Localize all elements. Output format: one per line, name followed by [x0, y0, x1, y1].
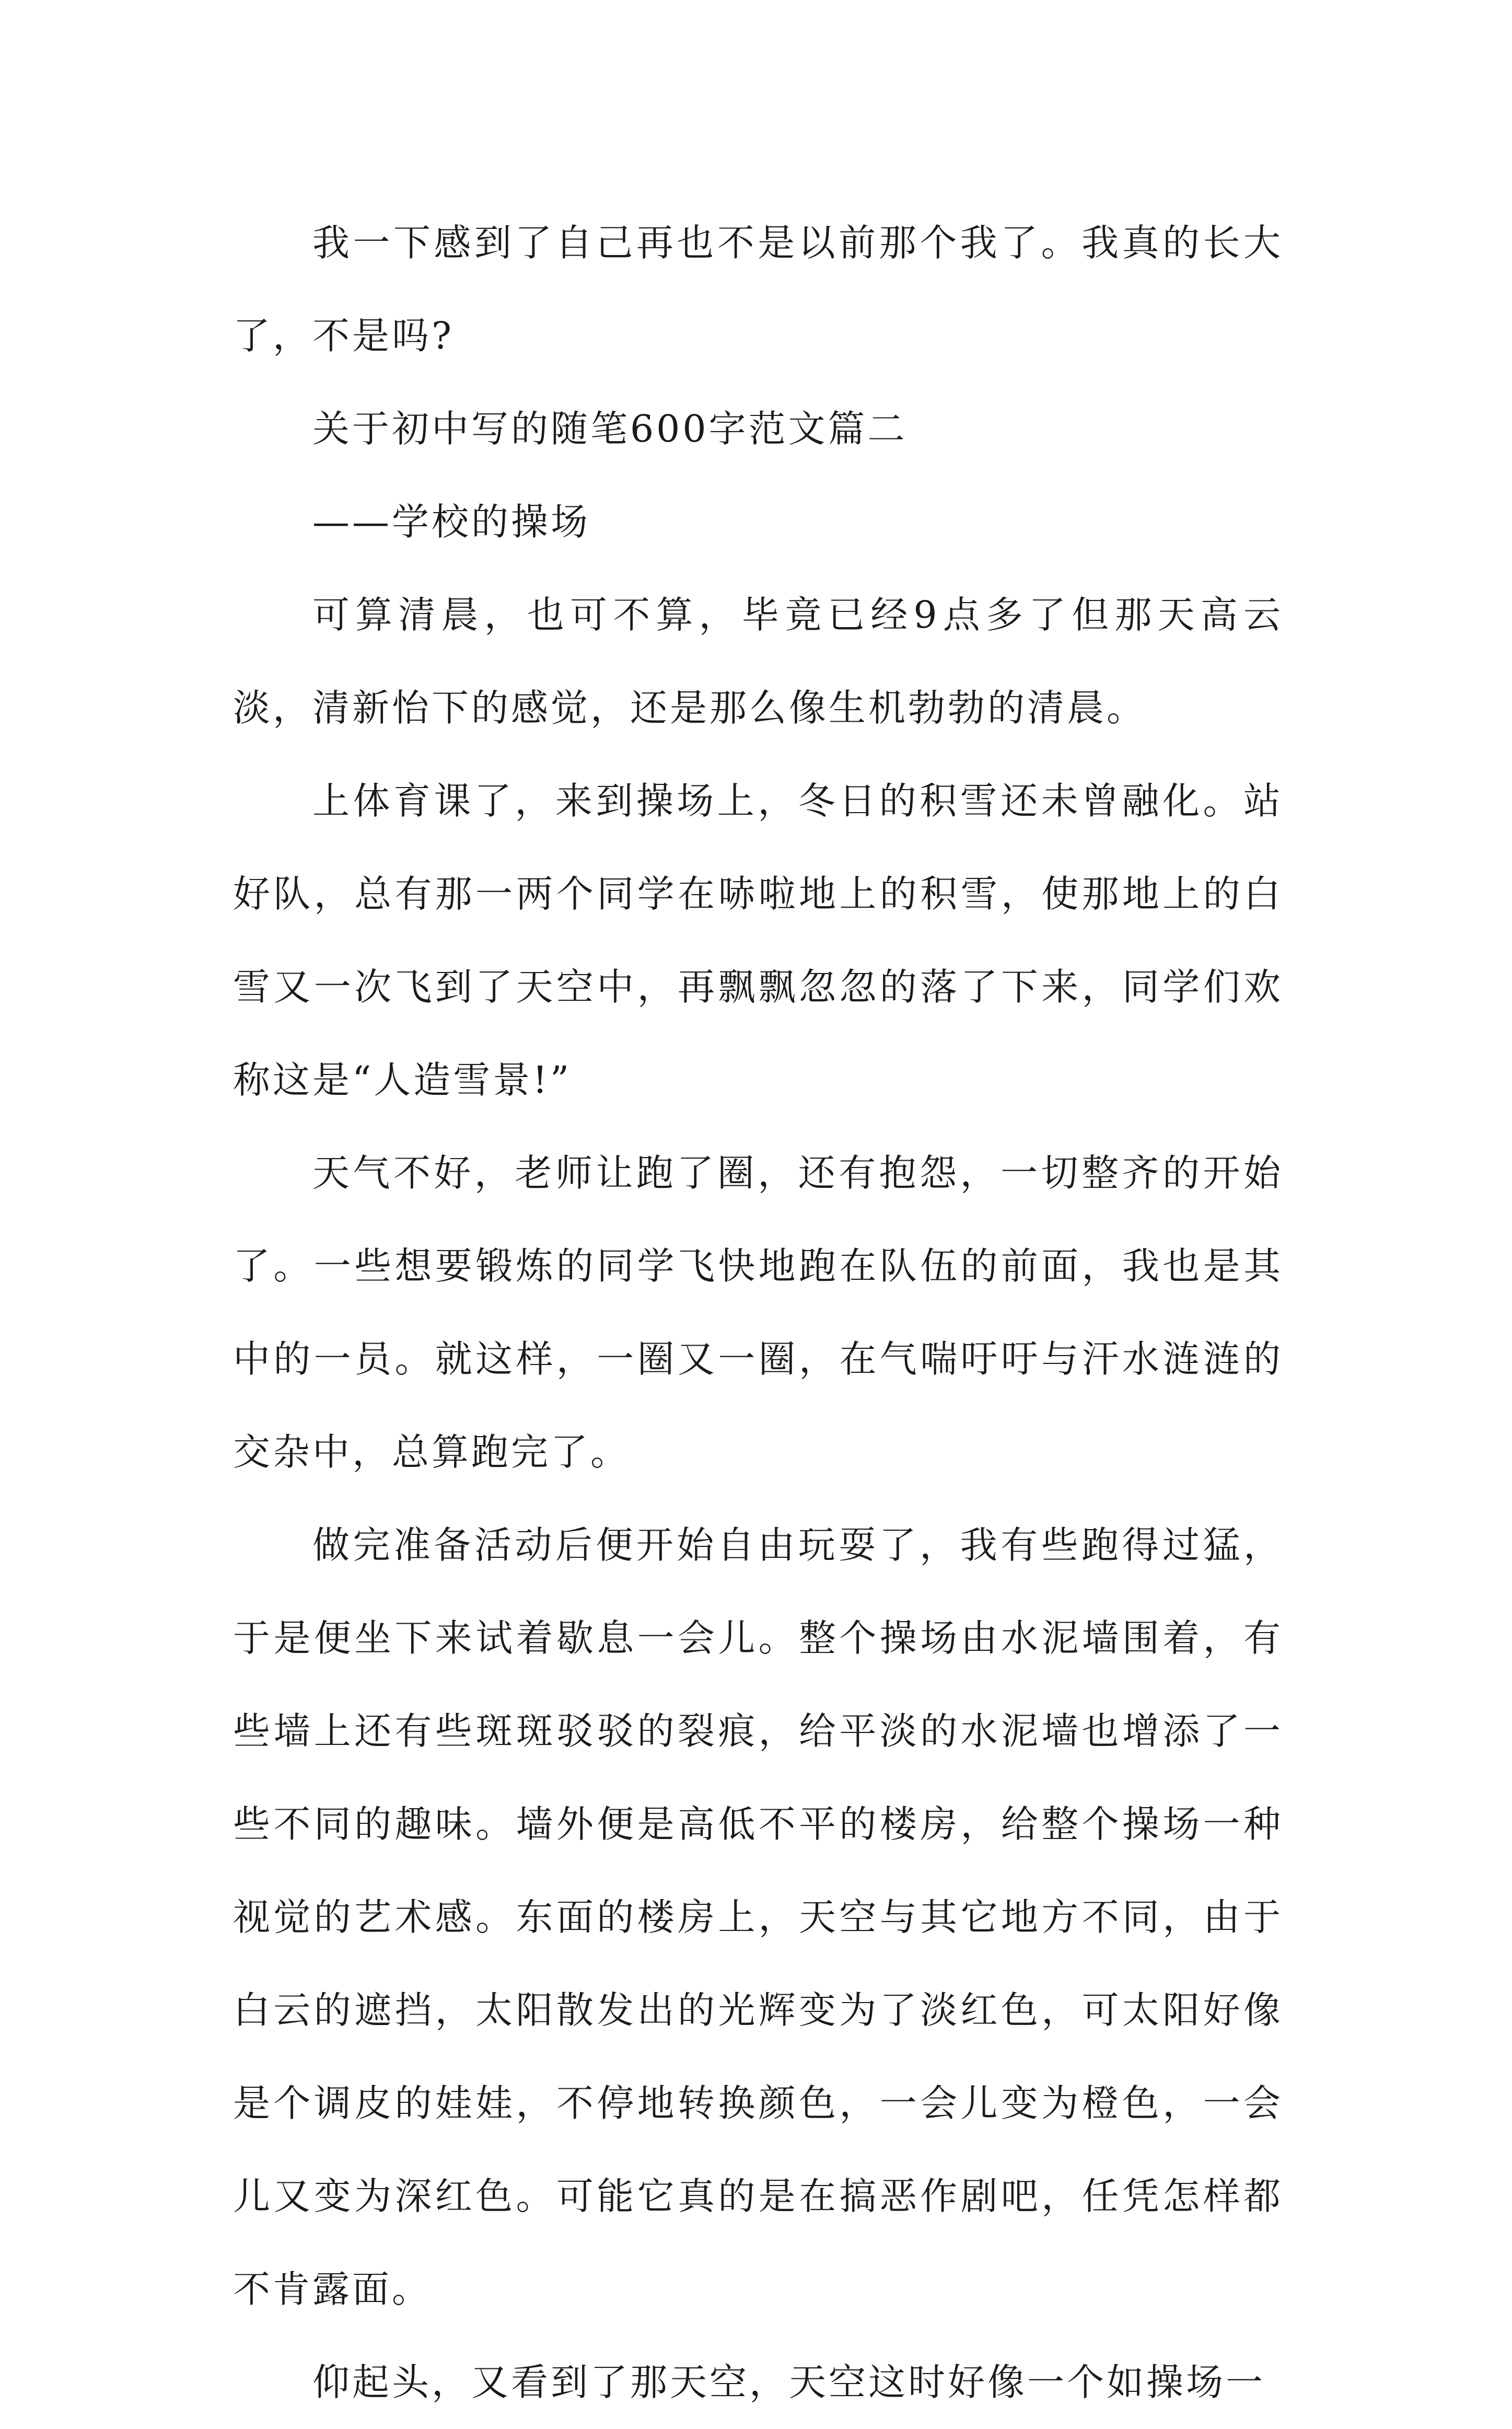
paragraph: 仰起头，又看到了那天空，天空这时好像一个如操场一 — [312, 2361, 1266, 2404]
article-subtitle: ——学校的操场 — [312, 500, 591, 543]
paragraph: 天气不好，老师让跑了圈，还有抱怨，一切整齐的开始了。一些想要锻炼的同学飞快地跑在队伍的前面，我也是其中的一员。就这样，一圈又一圈，在气喘吁吁与汗水涟涟的交杂中，总算跑完了。 — [233, 1151, 1283, 1474]
paragraph-ending: 我一下感到了自己再也不是以前那个我了。我真的长大了，不是吗? — [233, 221, 1283, 357]
paragraph: 做完准备活动后便开始自由玩耍了，我有些跑得过猛，于是便坐下来试着歇息一会儿。整个操场由水泥墙围着，有些墙上还有些斑斑驳驳的裂痕，给平淡的水泥墙也增添了一些不同的趣味。墙外便是高低不平的楼房，给整个操场一种视觉的艺术感。东面的楼房上，天空与其它地方不同，由于白云的遮挡，太阳散发出的光辉变为了淡红色，可太阳好像是个调皮的娃娃，不停地转换颜色，一会儿变为橙色，一会儿又变为深红色。可能它真的是在搞恶作剧吧，任凭怎样都不肯露面。 — [233, 1523, 1283, 2311]
paragraph: 可算清晨，也可不算，毕竟已经9点多了但那天高云淡，清新怡下的感觉，还是那么像生机勃勃的清晨。 — [233, 593, 1283, 730]
article-body — [233, 196, 1283, 2429]
paragraph: 上体育课了，来到操场上，冬日的积雪还未曾融化。站好队，总有那一两个同学在哧啦地上的积雪，使那地上的白雪又一次飞到了天空中，再飘飘忽忽的落了下来，同学们欢称这是“人造雪景!” — [233, 779, 1283, 1102]
article-title: 关于初中写的随笔600字范文篇二 — [312, 407, 908, 450]
